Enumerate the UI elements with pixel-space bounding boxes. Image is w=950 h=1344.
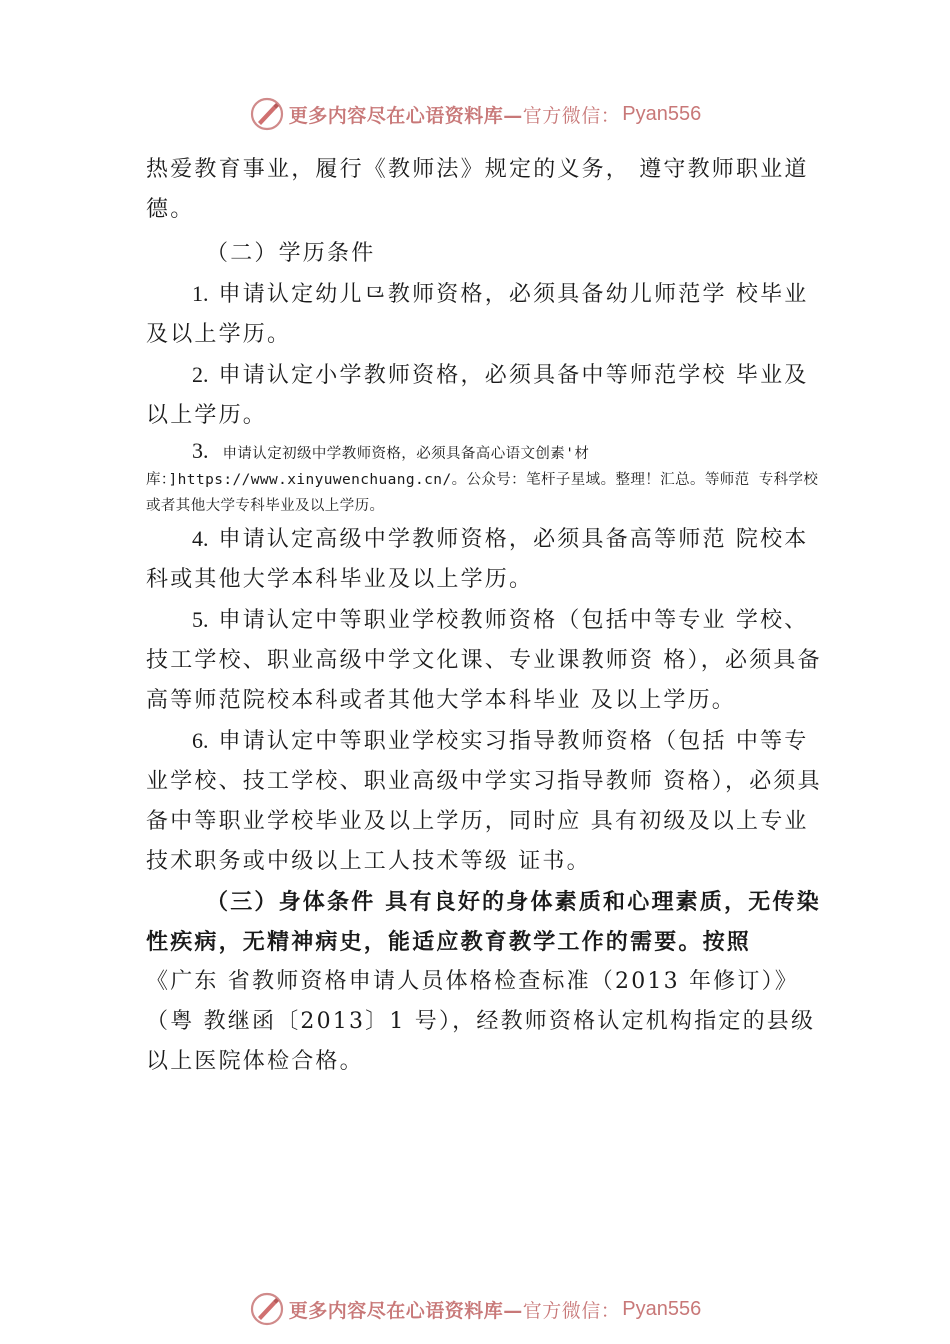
- banner-text: 更多内容尽在心语资料库—: [288, 104, 523, 127]
- item-text: 申请认定初级中学教师资格，必须具备高心语文创素'材库：]https://www.xinyuwenchuang.cn/。公众号：笔杆子星域。整理！汇总。等师范 专科学校或者其他大学专科毕业及以上学历。: [146, 446, 819, 514]
- item-text: 申请认定中等职业学校教师资格（包括中等专业 学校、技工学校、职业高级中学文化课、专业课教师资 格），必须具备高等师范院校本科或者其他大学本科毕业 及以上学历。: [146, 608, 822, 713]
- footer-banner: [0, 1289, 950, 1329]
- item-number: 5.: [192, 607, 209, 632]
- pen-logo-icon: [249, 1291, 285, 1327]
- banner-wechat-label: 官方微信：: [522, 1299, 621, 1322]
- item-text: 申请认定高级中学教师资格，必须具备高等师范 院校本科或其他大学本科毕业及以上学历。: [146, 527, 809, 592]
- section-physical-conditions: （三）身体条件 具有良好的身体素质和心理素质，无传染性疾病，无精神病史，能适应教育教学工作的需要。按照: [146, 889, 821, 955]
- item-number: 1.: [192, 281, 209, 306]
- list-item: [146, 600, 826, 721]
- item-number: 2.: [192, 362, 209, 387]
- list-item: [146, 519, 826, 600]
- item-number: 3.: [192, 438, 209, 463]
- paragraph-health-standard: 《广东 省教师资格申请人员体格检查标准（2013 年修订）》（粤 教继函〔2013〕1 号），经教师资格认定机构指定的县级 以上医院体检合格。: [146, 969, 816, 1074]
- paragraph-intro: 热爱教育事业，履行《教师法》规定的义务， 遵守教师职业道德。: [146, 157, 809, 222]
- pen-logo-icon: [249, 96, 285, 132]
- item-text: 申请认定幼儿⺋教师资格，必须具备幼儿师范学 校毕业及以上学历。: [146, 282, 809, 347]
- item-text: 申请认定中等职业学校实习指导教师资格（包括 中等专业学校、技工学校、职业高级中学实习指导教师 资格），必须具备中等职业学校毕业及以上学历，同时应 具有初级及以上专业技术职务或中级以上工人技术等级 证书。: [146, 729, 822, 874]
- banner-text: 更多内容尽在心语资料库—: [288, 1299, 523, 1322]
- item-text: 申请认定小学教师资格，必须具备中等师范学校 毕业及以上学历。: [146, 363, 809, 428]
- banner-wechat-id: Pyan556: [622, 102, 702, 125]
- header-banner: [0, 94, 950, 134]
- list-item: [146, 355, 826, 436]
- list-item: [146, 274, 826, 355]
- banner-wechat-label: 官方微信：: [522, 104, 621, 127]
- document-body: [146, 150, 826, 1082]
- list-item: [146, 438, 826, 519]
- list-item: [146, 721, 826, 882]
- item-number: 6.: [192, 728, 209, 753]
- section-heading-education: （二）学历条件: [206, 241, 376, 266]
- banner-wechat-id: Pyan556: [622, 1297, 702, 1320]
- item-number: 4.: [192, 526, 209, 551]
